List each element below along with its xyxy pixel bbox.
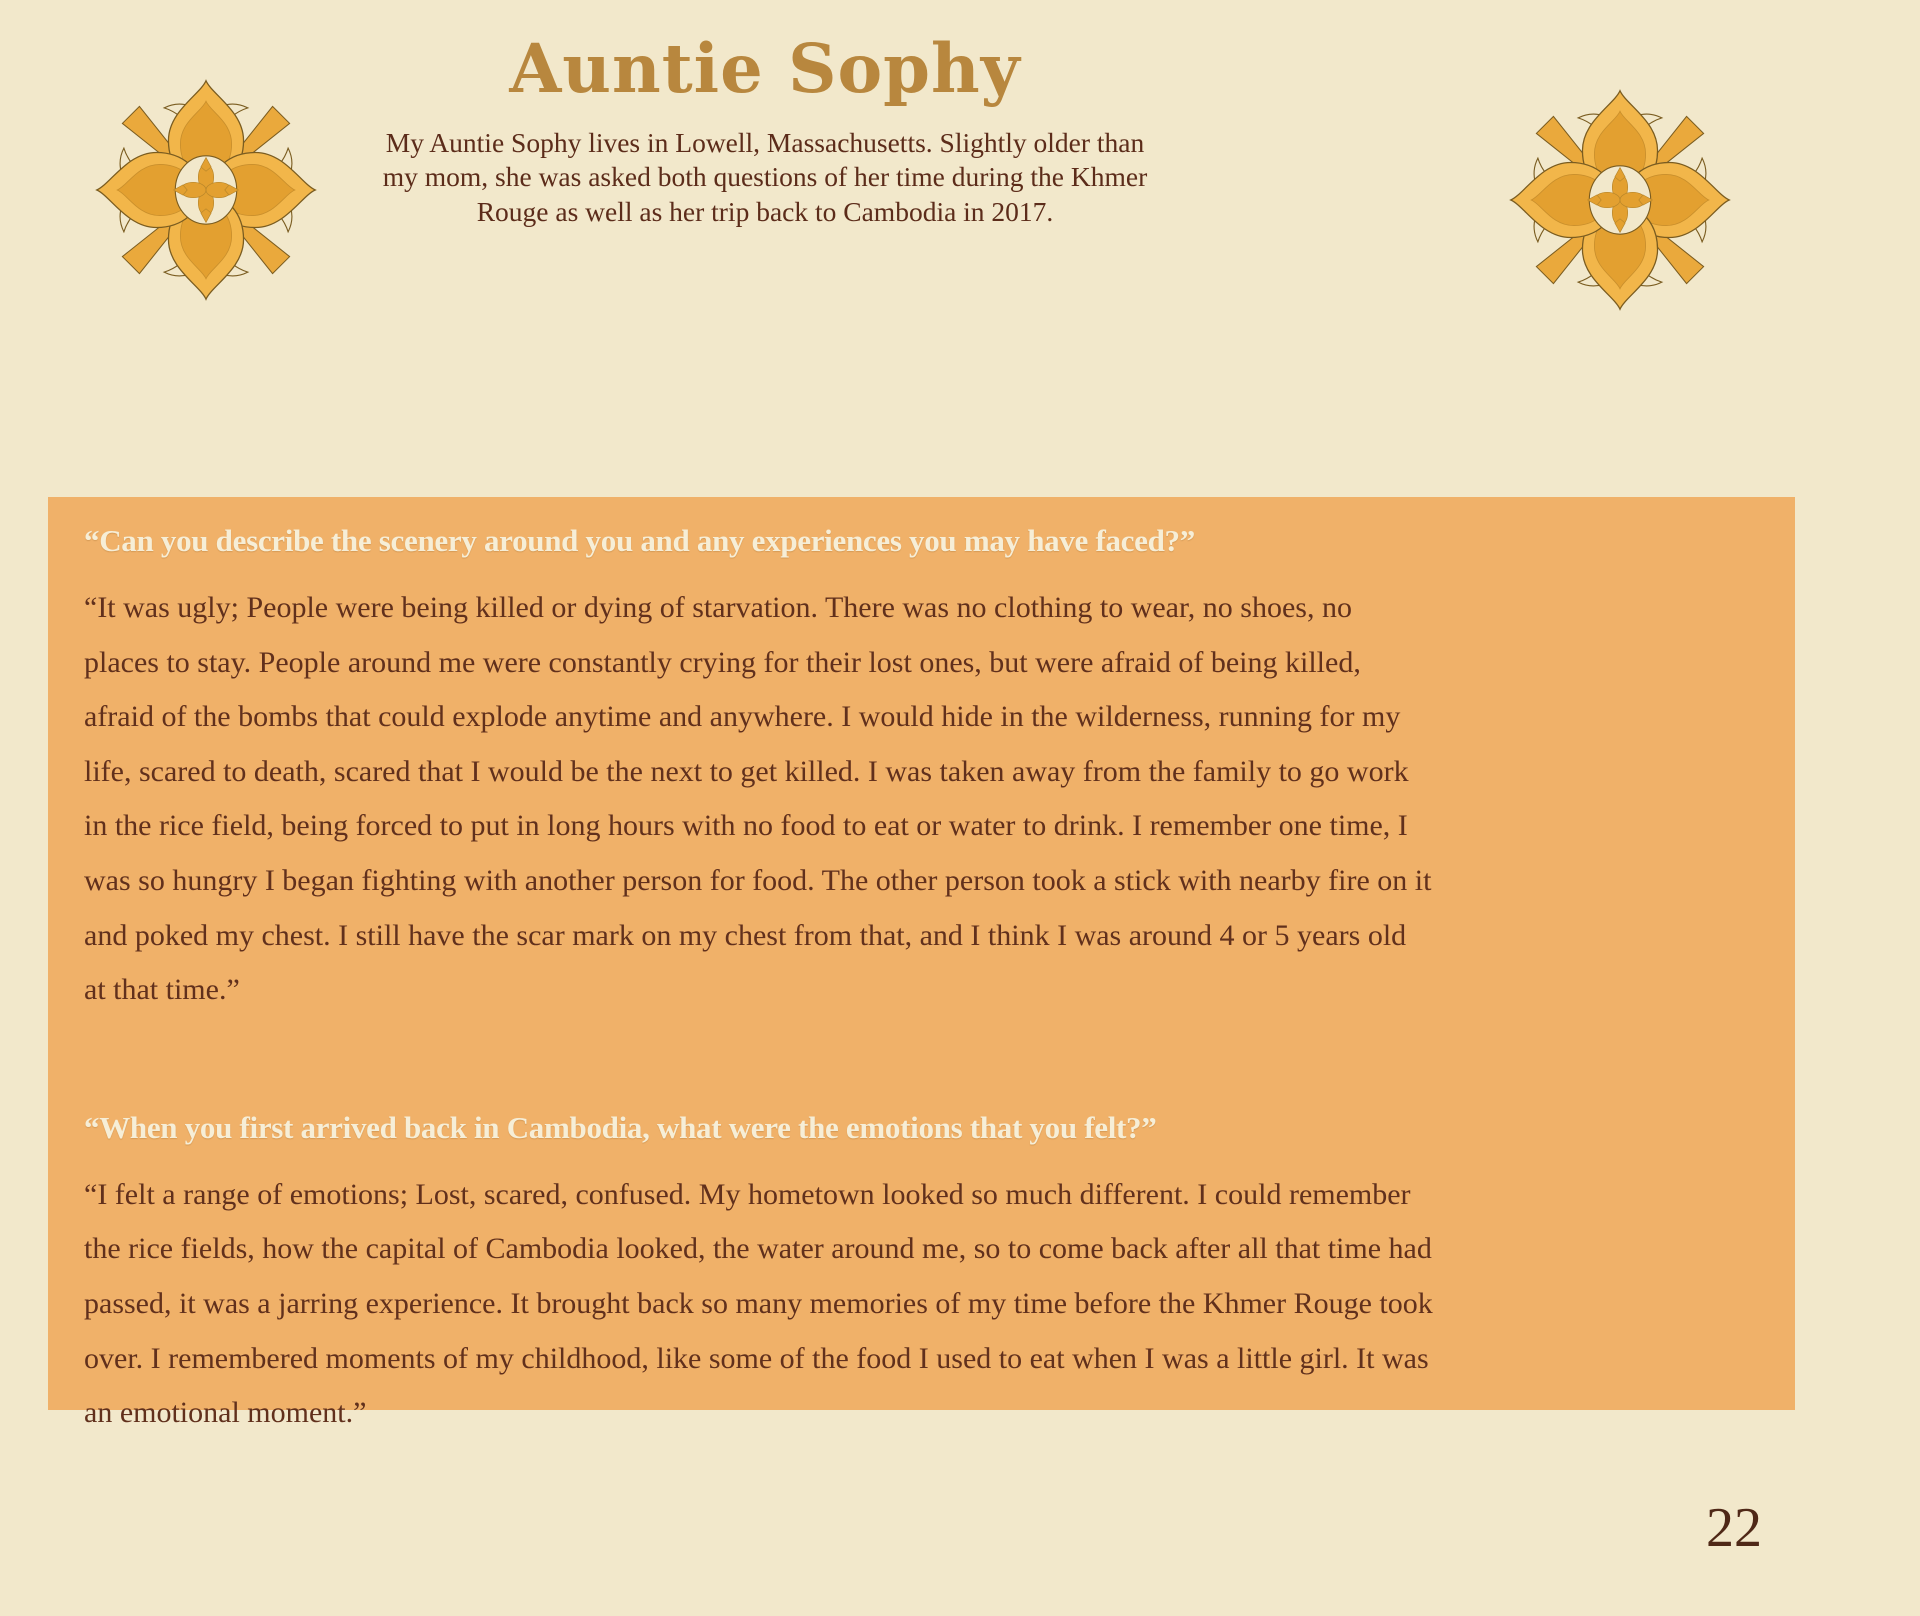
qa-section (84, 1110, 1759, 1441)
intro-paragraph: My Auntie Sophy lives in Lowell, Massachusetts. Slightly older than my mom, she was asked both questions of her time during the Khmer Rouge as well as her trip back to Cambodia in 2017. (382, 127, 1148, 227)
question-heading: “When you first arrived back in Cambodia, what were the emotions that you felt?” (84, 1109, 1157, 1145)
lotus-ornament-icon (1492, 72, 1748, 328)
qa-section (84, 523, 1759, 1018)
question-heading: “Can you describe the scenery around you and any experiences you may have faced?” (84, 523, 1195, 558)
answer-paragraph: “It was ugly; People were being killed or dying of starvation. There was no clothing to wear, no shoes, no places to stay. People around me were constantly crying for their lost ones, but were afraid of being killed, afraid of the bombs that could explode anytime and anywhere. I would hide in the wilderness, running for my life, scared to death, scared that I would be the next to get killed. I was taken away from the family to go work in the rice field, being forced to put in long hours with no food to eat or water to drink. I remember one time, I was so hungry I began fighting with another person for food. The other person took a stick with nearby fire on it and poked my chest. I still have the scar mark on my chest from that, and I think I was around 4 or 5 years old at that time.” (84, 591, 1432, 1007)
page-title: Auntie Sophy (509, 29, 1021, 108)
lotus-ornament-icon (78, 62, 334, 318)
answer-paragraph: “I felt a range of emotions; Lost, scared, confused. My hometown looked so much different. I could remember the rice fields, how the capital of Cambodia looked, the water around me, so to come back after all that time had passed, it was a jarring experience. It brought back so many memories of my time before the Khmer Rouge took over. I remembered moments of my childhood, like some of the food I used to eat when I was a little girl. It was an emotional moment.” (84, 1177, 1433, 1430)
qa-panel (48, 497, 1795, 1430)
page-number: 22 (1706, 1497, 1762, 1559)
page-header (365, 29, 1165, 229)
